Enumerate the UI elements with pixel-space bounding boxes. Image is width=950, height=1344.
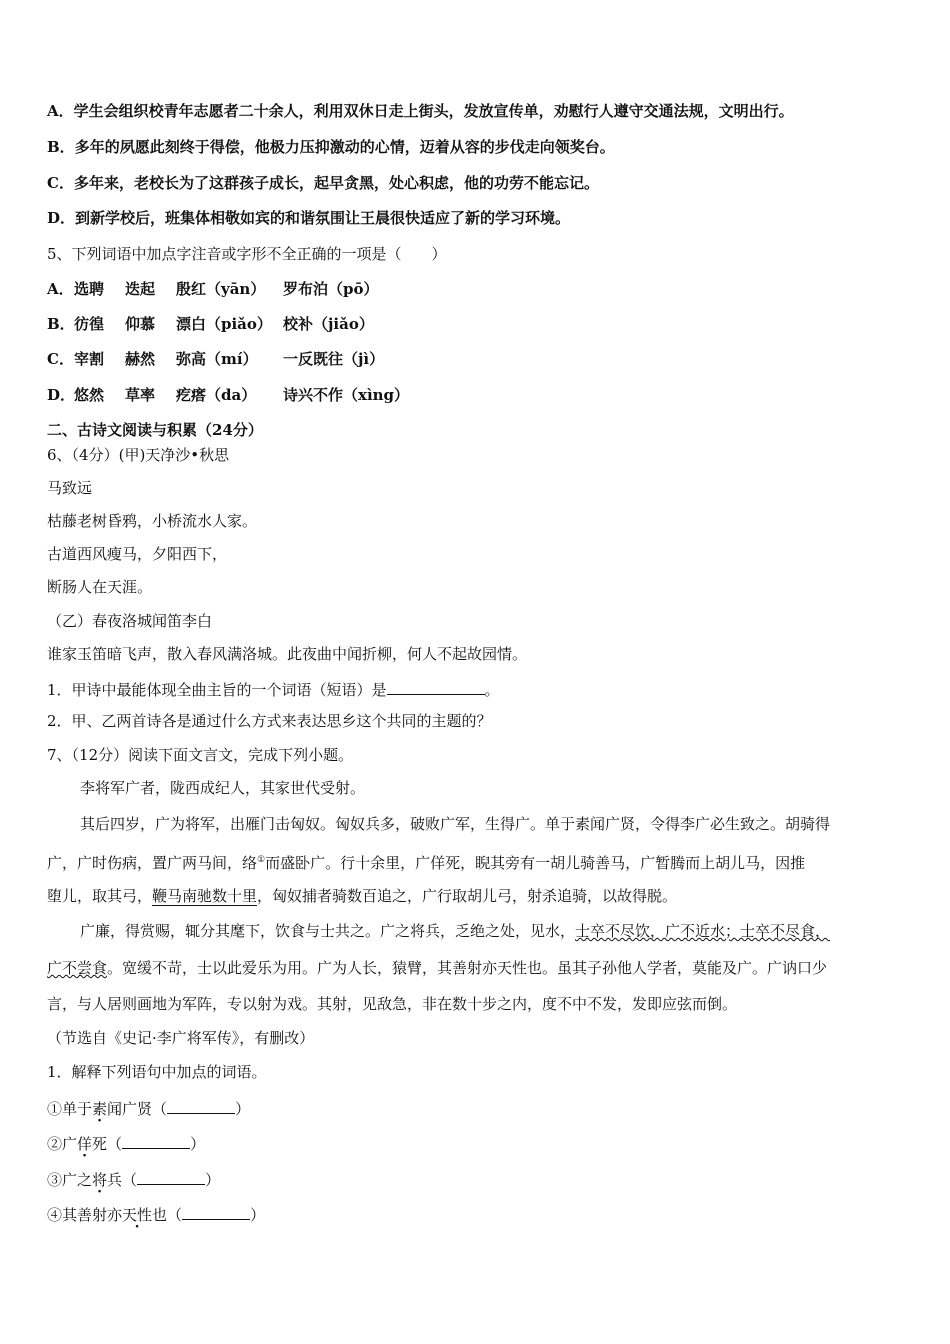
q5-stem: 5、下列词语中加点字注音或字形不全正确的一项是（ ） — [47, 245, 447, 263]
q7-item-4-post: 也（ — [152, 1206, 183, 1224]
q7-item-1-post: 闻广贤（ — [107, 1100, 168, 1118]
q7-item-1-end: ） — [235, 1100, 251, 1118]
q7-item-2-answer-blank[interactable] — [122, 1132, 190, 1149]
section2-heading: 二、古诗文阅读与积累（24分） — [47, 421, 263, 439]
q7-wavy-sentence-part1: 士卒不尽饮，广不近水；士卒不尽食， — [575, 922, 831, 940]
q7-item-2-post: 死（ — [92, 1135, 123, 1153]
q7-item-2-num: ② — [47, 1135, 63, 1153]
q6-poem1-line2: 古道西风瘦马，夕阳西下， — [47, 545, 228, 563]
q5-d-word3: 疙瘩（da） — [176, 386, 257, 404]
q6-sub1-end: 。 — [484, 681, 500, 699]
q5-a-word4: 罗布泊（pō） — [283, 280, 379, 298]
q4-option-b-text: 多年的夙愿此刻终于得偿，他极力压抑激动的心情，迈着从容的步伐走向领奖台。 — [74, 138, 615, 156]
q7-item-4-end: ） — [250, 1206, 266, 1224]
q7-item-1 — [47, 1097, 250, 1119]
q4-option-d-text: 到新学校后，班集体相敬如宾的和谐氛围让王晨很快适应了新的学习环境。 — [75, 209, 571, 227]
q7-item-3-num: ③ — [47, 1171, 63, 1189]
q5-a-word1: 选聘 — [74, 280, 105, 298]
q7-p2-line3-a: 堕儿，取其弓， — [47, 887, 153, 905]
q7-p3-line1 — [80, 921, 830, 941]
q5-c-word4: 一反既往（jì） — [283, 350, 385, 368]
q5-b-word3: 漂白（piǎo） — [176, 315, 272, 333]
q7-wavy-sentence-part2: 广不尝食 — [47, 959, 108, 977]
q6-poem1-line1: 枯藤老树昏鸦，小桥流水人家。 — [47, 512, 258, 530]
q7-item-3-answer-blank[interactable] — [137, 1168, 205, 1185]
q5-b-word1: 彷徨 — [74, 315, 105, 333]
q7-p3-line2-b: 。宽缓不苛，士以此爱乐为用。广为人长，猿臂，其善射亦天性也。虽其子孙他人学者，莫能及广。广讷口少 — [107, 959, 828, 977]
q7-item-3-pre: 广之 — [62, 1171, 93, 1189]
q5-b-word2: 仰慕 — [125, 315, 156, 333]
q7-item-4-dotted: 天性 — [122, 1206, 153, 1224]
q7-item-4-num: ④ — [47, 1206, 63, 1224]
q7-p3-line2 — [47, 958, 827, 978]
q7-sub1: 1．解释下列语句中加点的词语。 — [47, 1063, 267, 1081]
q5-c-word1: 宰割 — [74, 350, 105, 368]
q6-sub2: 2．甲、乙两首诗各是通过什么方式来表达思乡这个共同的主题的？ — [47, 712, 492, 730]
q7-p2-line3 — [47, 886, 677, 906]
q7-paragraph1: 李将军广者，陇西成纪人，其家世代受射。 — [80, 779, 366, 797]
q6-poem1-line3: 断肠人在天涯。 — [47, 578, 153, 596]
q5-a-word3: 殷红（yān） — [176, 280, 266, 298]
q7-item-1-dotted: 素 — [92, 1100, 108, 1118]
q7-p2-line2 — [47, 850, 805, 873]
q7-item-3-post: 兵（ — [107, 1171, 138, 1189]
q7-item-4-answer-blank[interactable] — [182, 1203, 250, 1220]
q5-a-label: A． — [47, 280, 74, 298]
q7-item-3 — [47, 1168, 220, 1190]
q6-poem2-title: （乙）春夜洛城闻笛李白 — [47, 612, 213, 630]
q6-sub1-text: 1．甲诗中最能体现全曲主旨的一个词语（短语）是 — [47, 681, 387, 699]
q6-stem: 6、（4分）(甲)天净沙•秋思 — [47, 446, 230, 464]
q7-item-1-pre: 单于 — [62, 1100, 93, 1118]
q4-option-b — [47, 137, 615, 157]
q7-source: （节选自《史记·李广将军传》，有删改） — [47, 1029, 315, 1047]
q5-d-label: D． — [47, 386, 76, 404]
q4-option-a-label: A． — [47, 102, 74, 120]
q7-item-3-dotted: 将 — [92, 1171, 108, 1189]
q7-footnote-marker: ① — [257, 855, 266, 865]
q7-item-3-end: ） — [205, 1171, 221, 1189]
q7-p3-line1-a: 广廉，得赏赐，辄分其麾下，饮食与士共之。广之将兵，乏绝之处，见水， — [80, 922, 576, 940]
q7-item-4 — [47, 1203, 265, 1225]
q6-sub1-answer-blank[interactable] — [387, 678, 485, 695]
q7-p2-line2-a: 广，广时伤病，置广两马间，络 — [47, 854, 258, 872]
q7-item-2-end: ） — [190, 1135, 206, 1153]
q7-item-2-dotted: 佯 — [77, 1135, 93, 1153]
q4-option-c — [47, 173, 599, 193]
q5-d-word2: 草率 — [125, 386, 156, 404]
q5-d-word4: 诗兴不作（xìng） — [283, 386, 410, 404]
q6-sub1 — [47, 678, 500, 700]
q5-d-word1: 悠然 — [74, 386, 105, 404]
q7-underlined-sentence: 鞭马南驰数十里 — [152, 887, 258, 905]
q4-option-a — [47, 101, 794, 121]
q4-option-d — [47, 208, 570, 228]
q5-c-label: C． — [47, 350, 74, 368]
q5-c-word3: 弥高（mí） — [176, 350, 258, 368]
q7-stem: 7、（12分）阅读下面文言文，完成下列小题。 — [47, 746, 354, 764]
q7-p2-line3-b: ，匈奴捕者骑数百追之，广行取胡儿弓，射杀追骑，以故得脱。 — [257, 887, 678, 905]
q7-item-1-num: ① — [47, 1100, 63, 1118]
q7-p3-line3: 言，与人居则画地为军阵，专以射为戏。其射，见敌急，非在数十步之内，度不中不发，发即应弦而倒。 — [47, 995, 738, 1013]
q5-a-word2: 迭起 — [125, 280, 156, 298]
q7-p2-line2-b: 而盛卧广。行十余里，广佯死，睨其旁有一胡儿骑善马，广暂腾而上胡儿马，因推 — [265, 854, 806, 872]
q5-b-label: B． — [47, 315, 75, 333]
q4-option-a-text: 学生会组织校青年志愿者二十余人，利用双休日走上街头，发放宣传单，劝慰行人遵守交通法规，文明出行。 — [73, 102, 794, 120]
q7-p2-line1: 其后四岁，广为将军，出雁门击匈奴。匈奴兵多，破败广军，生得广。单于素闻广贤，令得李广必生致之。胡骑得 — [80, 815, 831, 833]
q6-poem2-text: 谁家玉笛暗飞声，散入春风满洛城。此夜曲中闻折柳，何人不起故园情。 — [47, 645, 528, 663]
q7-item-2 — [47, 1132, 205, 1154]
q4-option-d-label: D． — [47, 209, 76, 227]
q7-item-4-pre: 其善射亦 — [62, 1206, 123, 1224]
q5-b-word4: 校补（jiǎo） — [283, 315, 374, 333]
q5-c-word2: 赫然 — [125, 350, 156, 368]
q6-author: 马致远 — [47, 479, 93, 497]
q4-option-c-text: 多年来，老校长为了这群孩子成长，起早贪黑，处心积虑，他的功劳不能忘记。 — [73, 174, 599, 192]
q7-item-2-pre: 广 — [62, 1135, 78, 1153]
q4-option-c-label: C． — [47, 174, 74, 192]
q7-item-1-answer-blank[interactable] — [167, 1097, 235, 1114]
q4-option-b-label: B． — [47, 138, 75, 156]
